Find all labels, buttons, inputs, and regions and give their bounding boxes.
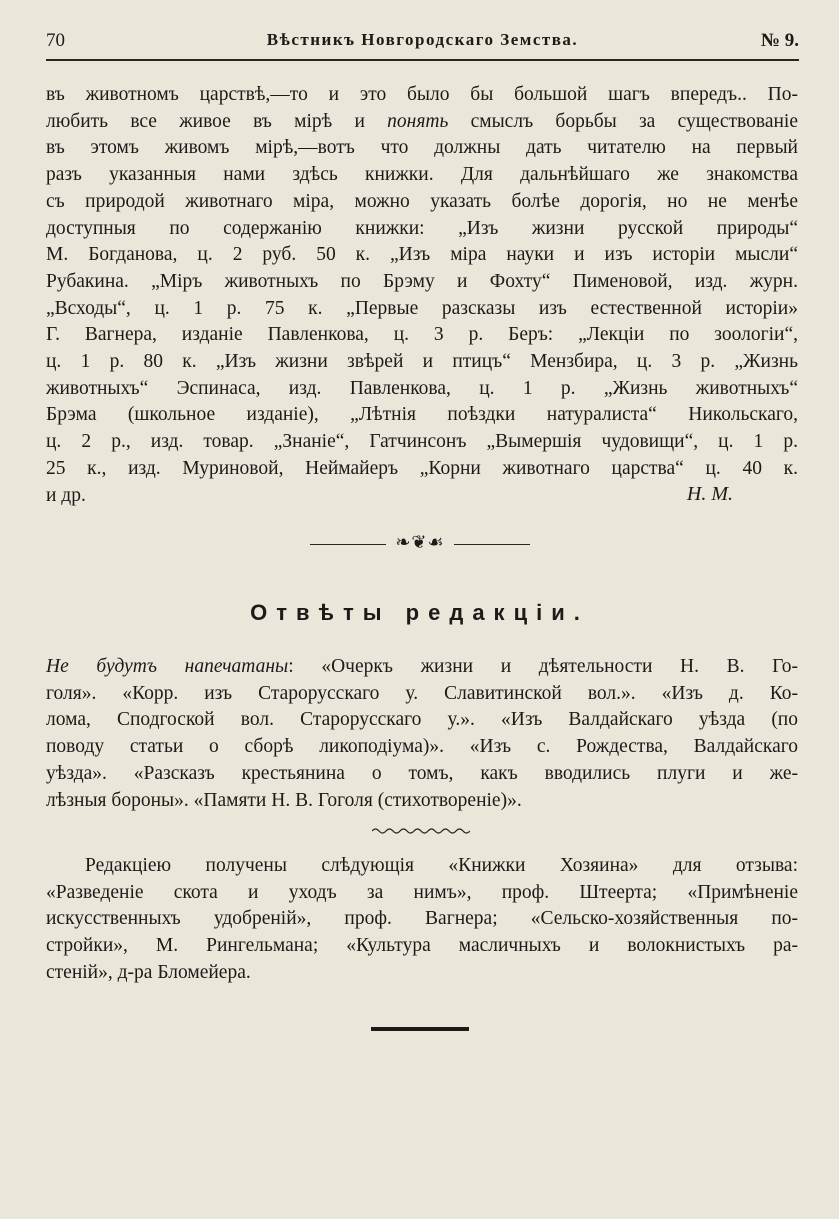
issue-number: № 9.: [760, 30, 799, 51]
text-line: ц. 1 р. 80 к. „Изъ жизни звѣрей и птицъ“ Мензбира, ц. 3 р. „Жизнь: [46, 351, 798, 373]
text-line: «Разведеніе скота и уходъ за нимъ», проф. Штеерта; «Примѣненіе: [46, 881, 798, 903]
text-line: лома, Сподгоской вол. Старорусскаго у.». «Изъ Валдайскаго уѣзда (по: [46, 709, 798, 731]
text-line: ц. 2 р., изд. товар. „Знаніе“, Гатчинсонъ „Вымершія чудовищи“, ц. 1 р.: [46, 431, 798, 453]
received-books-paragraph: [46, 853, 798, 987]
text-line: въ этомъ живомъ мірѣ,—вотъ что должны дать читателю на первый: [46, 137, 798, 159]
text-line: искусственныхъ удобреній», проф. Вагнера; «Сельско-хозяйственныя по-: [46, 908, 798, 930]
article-paragraph: [46, 82, 798, 509]
text-line: 25 к., изд. Муриновой, Неймайеръ „Корни животнаго царства“ ц. 40 к.: [46, 457, 798, 479]
text-line: въ животномъ царствѣ,—то и это было бы большой шагъ впередъ.. По-: [46, 84, 798, 105]
text-line: разъ указанныя нами здѣсь книжки. Для дальнѣйшаго же знакомства: [46, 164, 798, 186]
text-line: доступныя по содержанію книжки: „Изъ жизни русской природы“: [46, 217, 798, 239]
ornament-divider: [310, 532, 530, 554]
text-line: лѣзныя бороны». «Памяти Н. В. Гоголя (стихотвореніе)».: [46, 789, 522, 811]
text-line: Редакціею получены слѣдующія «Книжки Хозяина» для отзыва:: [46, 855, 798, 876]
text-line: Брэма (школьное изданіе), „Лѣтнія поѣздки натуралиста“ Никольскаго,: [46, 404, 798, 426]
text-line: М. Богданова, ц. 2 руб. 50 к. „Изъ міра науки и изъ исторіи мысли“: [46, 244, 798, 266]
text-line: Не будутъ напечатаны: «Очеркъ жизни и дѣятельности Н. В. Го-: [46, 656, 798, 677]
text-line: съ природой животнаго міра, можно указать болѣе дорогія, но не менѣе: [46, 190, 798, 212]
text-line: животныхъ“ Эспинаса, изд. Павленкова, ц. 1 р. „Жизнь животныхъ“: [46, 377, 798, 399]
running-header: [46, 30, 799, 60]
journal-title: Вѣстникъ Новгородскаго Земства.: [266, 30, 579, 49]
text-line: стройки», М. Рингельмана; «Культура масличныхъ и волокнистыхъ ра-: [46, 935, 798, 957]
page-number: 70: [46, 30, 65, 51]
signature: Н. М.: [686, 483, 733, 505]
text-line: Г. Вагнера, изданіе Павленкова, ц. 3 р. Беръ: „Лекціи по зоологіи“,: [46, 324, 798, 346]
section-title: Отвѣты редакціи.: [250, 600, 589, 625]
end-rule: [371, 1027, 469, 1031]
text-line: голя». «Корр. изъ Старорусскаго у. Славитинской вол.». «Изъ д. Ко-: [46, 682, 798, 704]
rejected-submissions-paragraph: [46, 654, 798, 814]
text-line: стеній», д-ра Бломейера.: [46, 961, 251, 983]
text-line: и др.: [46, 484, 86, 506]
text-line: уѣзда». «Разсказъ крестьянина о томъ, какъ вводились плуги и же-: [46, 762, 798, 784]
text-line: Рубакина. „Міръ животныхъ по Брэму и Фохту“ Пименовой, изд. журн.: [46, 270, 798, 292]
wavy-divider: [372, 826, 470, 836]
text-line: любить все живое въ мірѣ и понять смыслъ борьбы за существованіе: [46, 110, 798, 132]
header-rule: [46, 59, 799, 61]
text-line: поводу статьи о сборѣ ликоподіума)». «Изъ с. Рождества, Валдайскаго: [46, 736, 798, 758]
fleuron-icon: ❧❦☙: [395, 532, 445, 552]
text-line: „Всходы“, ц. 1 р. 75 к. „Первые разсказы изъ естественной исторіи»: [46, 297, 798, 319]
